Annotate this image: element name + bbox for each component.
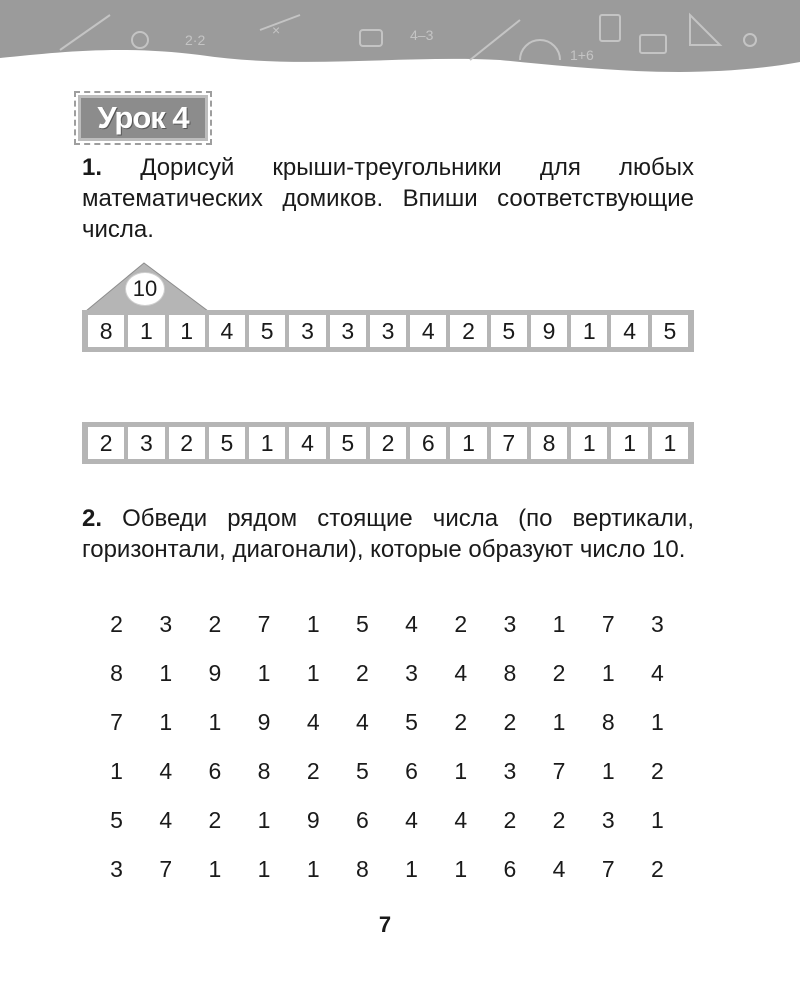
grid-number[interactable]: 4 [552, 856, 566, 882]
grid-number[interactable]: 5 [356, 758, 369, 784]
task1-instruction [82, 152, 694, 245]
grid-number[interactable]: 4 [405, 611, 418, 637]
grid-number[interactable]: 6 [503, 856, 517, 882]
number-cell: 1 [652, 427, 688, 459]
number-cell: 4 [410, 315, 446, 347]
grid-number[interactable]: 4 [159, 758, 173, 784]
grid-number[interactable]: 5 [405, 709, 418, 735]
grid-number[interactable]: 1 [208, 709, 222, 735]
number-cell: 9 [531, 315, 567, 347]
grid-number[interactable]: 7 [552, 758, 566, 784]
task1-number: 1. [82, 154, 103, 181]
grid-number[interactable]: 2 [552, 807, 566, 833]
grid-number[interactable]: 5 [110, 807, 123, 833]
grid-number[interactable]: 3 [159, 611, 173, 637]
grid-number[interactable]: 8 [601, 709, 615, 735]
number-cell: 7 [491, 427, 527, 459]
grid-number[interactable]: 3 [651, 611, 664, 637]
page-number: 7 [378, 912, 392, 937]
grid-number[interactable]: 2 [208, 611, 222, 637]
task2-instruction [82, 503, 694, 565]
grid-number[interactable]: 1 [257, 660, 271, 686]
grid-number[interactable]: 8 [110, 660, 123, 686]
grid-number[interactable]: 1 [552, 611, 566, 637]
grid-number[interactable]: 6 [208, 758, 222, 784]
grid-number[interactable]: 9 [208, 660, 222, 686]
grid-number[interactable]: 2 [306, 758, 320, 784]
lesson-badge [78, 95, 208, 141]
number-strip-1 [82, 310, 694, 352]
grid-number[interactable]: 1 [159, 709, 173, 735]
number-cell: 8 [88, 315, 124, 347]
number-cell: 2 [88, 427, 124, 459]
grid-number[interactable]: 2 [208, 807, 222, 833]
grid-number[interactable]: 1 [651, 807, 664, 833]
grid-number[interactable]: 1 [454, 758, 468, 784]
number-cell: 5 [209, 427, 245, 459]
grid-number[interactable]: 1 [306, 660, 320, 686]
grid-number[interactable]: 7 [257, 611, 271, 637]
number-cell: 5 [330, 427, 366, 459]
grid-number[interactable]: 8 [503, 660, 517, 686]
task2-number: 2. [82, 505, 103, 532]
grid-number[interactable]: 7 [159, 856, 173, 882]
number-strip-2 [82, 422, 694, 464]
grid-number[interactable]: 4 [405, 807, 418, 833]
grid-number[interactable]: 2 [110, 611, 123, 637]
grid-number[interactable]: 6 [356, 807, 369, 833]
grid-number[interactable]: 1 [651, 709, 664, 735]
number-cell: 1 [611, 427, 647, 459]
grid-number[interactable]: 6 [405, 758, 418, 784]
number-cell: 4 [289, 427, 325, 459]
grid-number[interactable]: 1 [601, 660, 615, 686]
grid-number[interactable]: 2 [651, 856, 664, 882]
grid-number[interactable]: 2 [356, 660, 369, 686]
grid-number[interactable]: 3 [503, 758, 517, 784]
grid-number[interactable]: 1 [306, 856, 320, 882]
number-cell: 6 [410, 427, 446, 459]
grid-number[interactable]: 2 [651, 758, 664, 784]
grid-number[interactable]: 1 [110, 758, 123, 784]
number-cell: 3 [128, 427, 164, 459]
number-cell: 2 [169, 427, 205, 459]
grid-number[interactable]: 1 [306, 611, 320, 637]
number-cell: 5 [491, 315, 527, 347]
grid-number[interactable]: 1 [552, 709, 566, 735]
grid-number[interactable]: 9 [257, 709, 271, 735]
grid-number[interactable]: 4 [454, 660, 468, 686]
number-cell: 5 [249, 315, 285, 347]
grid-number[interactable]: 1 [601, 758, 615, 784]
grid-number[interactable]: 1 [454, 856, 468, 882]
number-cell: 3 [370, 315, 406, 347]
grid-number[interactable]: 4 [306, 709, 320, 735]
grid-number[interactable]: 9 [306, 807, 320, 833]
grid-number[interactable]: 8 [257, 758, 271, 784]
grid-number[interactable]: 2 [552, 660, 566, 686]
number-cell: 1 [571, 427, 607, 459]
grid-number[interactable]: 1 [257, 807, 271, 833]
task1-text: Дорисуй крыши-треугольники для любых математических домиков. Впиши соответствующие числа. [82, 154, 695, 243]
number-cell: 2 [450, 315, 486, 347]
grid-number[interactable]: 3 [110, 856, 123, 882]
number-cell: 1 [571, 315, 607, 347]
doodle-text: 2·2 [185, 32, 206, 48]
lesson-label: Урок 4 [97, 100, 189, 135]
grid-number[interactable]: 7 [601, 611, 615, 637]
grid-number[interactable]: 3 [405, 660, 418, 686]
number-cell: 5 [652, 315, 688, 347]
grid-number[interactable]: 4 [356, 709, 369, 735]
number-cell: 1 [450, 427, 486, 459]
number-cell: 3 [289, 315, 325, 347]
number-grid [92, 600, 682, 894]
header-banner [0, 0, 800, 110]
grid-number[interactable]: 7 [110, 709, 123, 735]
doodle-text: × [272, 22, 281, 38]
number-cell: 1 [169, 315, 205, 347]
grid-number[interactable]: 7 [601, 856, 615, 882]
grid-number[interactable]: 1 [405, 856, 418, 882]
task2-text: Обведи рядом стоящие числа (по вертикали, горизонтали, диагонали), которые образуют число 10. [82, 505, 694, 563]
number-cell: 3 [330, 315, 366, 347]
grid-number[interactable]: 2 [503, 709, 517, 735]
number-cell: 1 [128, 315, 164, 347]
roof-number: 10 [125, 272, 165, 306]
grid-number[interactable]: 4 [159, 807, 173, 833]
doodle-text: 1+6 [570, 47, 594, 63]
doodle-text: 4–3 [410, 27, 434, 43]
grid-number[interactable]: 3 [601, 807, 615, 833]
grid-number[interactable]: 2 [454, 611, 468, 637]
number-cell: 1 [249, 427, 285, 459]
grid-number[interactable]: 3 [503, 611, 517, 637]
number-cell: 2 [370, 427, 406, 459]
grid-number[interactable]: 8 [356, 856, 369, 882]
number-cell: 4 [209, 315, 245, 347]
grid-number[interactable]: 5 [356, 611, 369, 637]
grid-number[interactable]: 2 [454, 709, 468, 735]
grid-number[interactable]: 4 [651, 660, 664, 686]
number-cell: 4 [611, 315, 647, 347]
grid-number[interactable]: 2 [503, 807, 517, 833]
grid-number[interactable]: 1 [257, 856, 271, 882]
grid-number[interactable]: 1 [208, 856, 222, 882]
grid-number[interactable]: 4 [454, 807, 468, 833]
grid-number[interactable]: 1 [159, 660, 173, 686]
number-cell: 8 [531, 427, 567, 459]
